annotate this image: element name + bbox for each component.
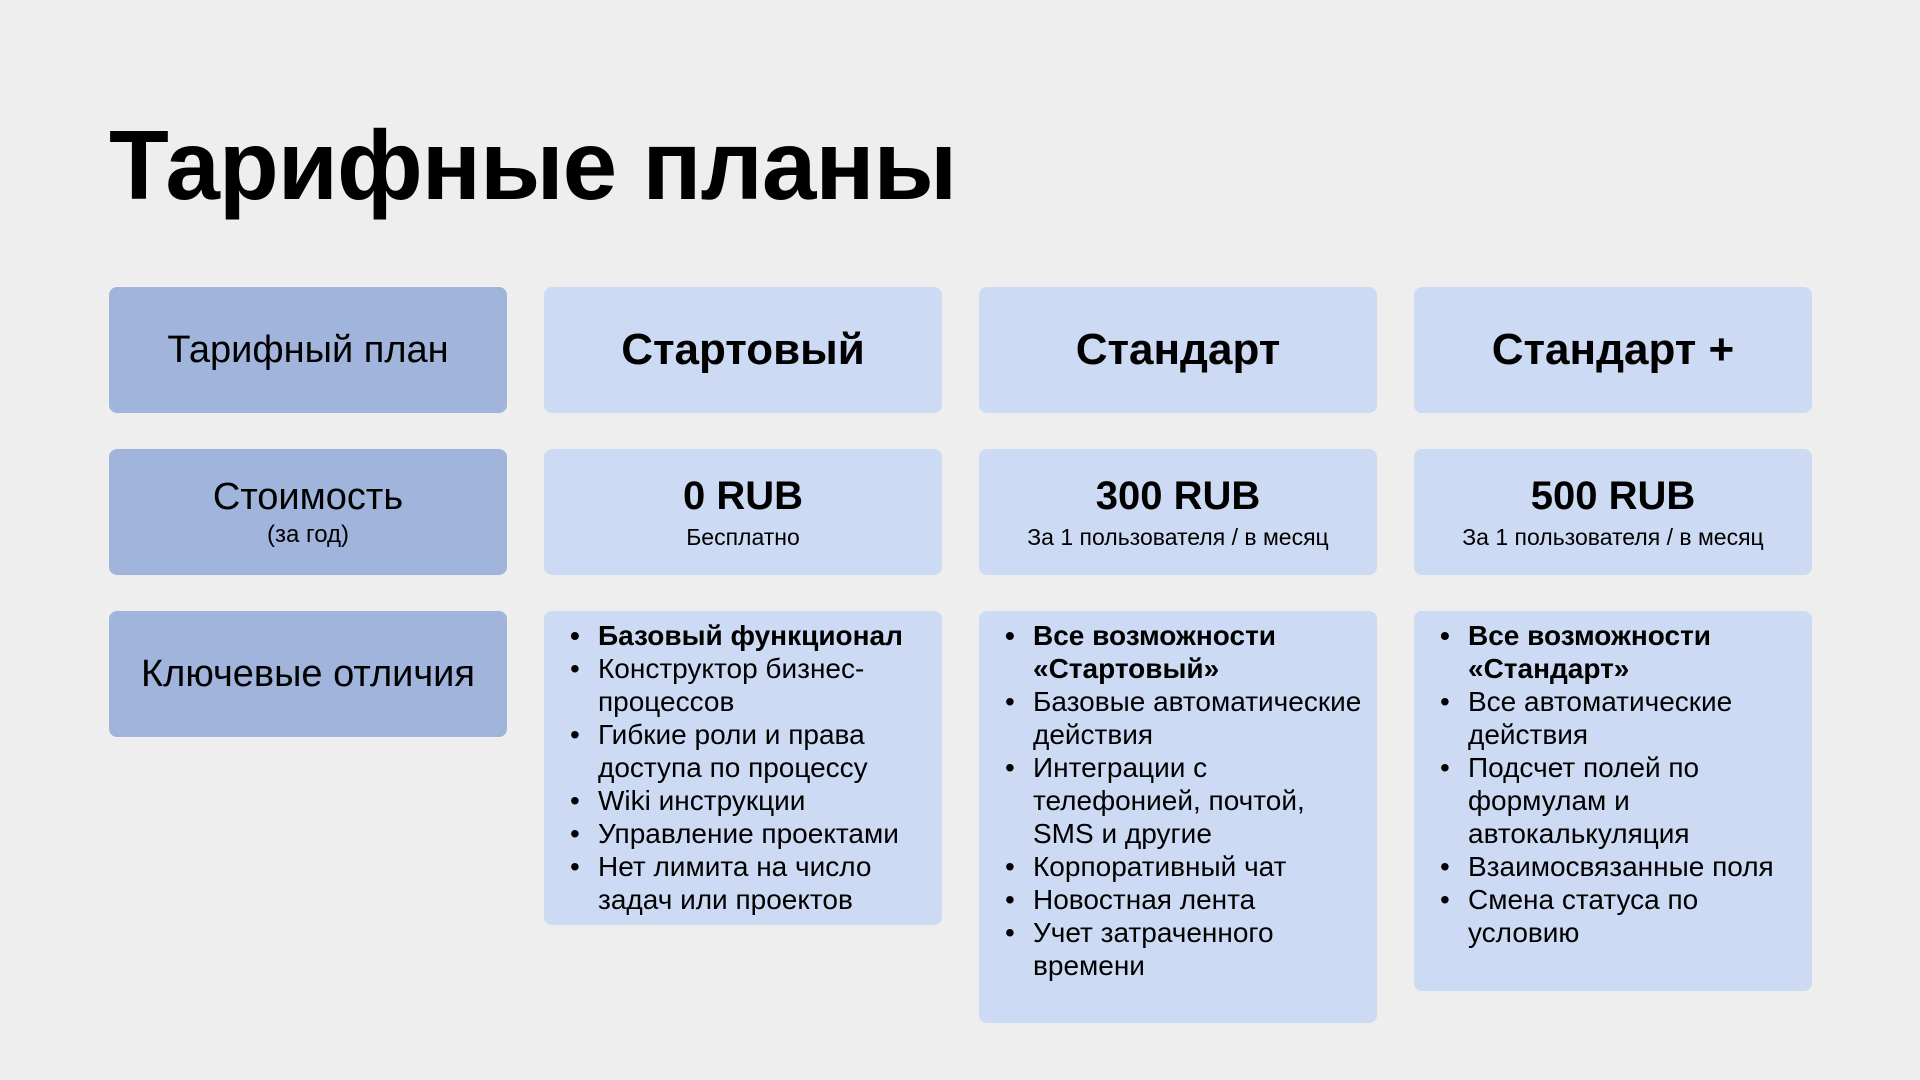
feature-item: • Корпоративный чат (1005, 850, 1369, 883)
price-value: 300 RUB (1095, 473, 1261, 518)
row-label-features-text: Ключевые отличия (141, 652, 475, 695)
page-title: Тарифные планы (109, 110, 957, 220)
price-cell-starter (544, 449, 942, 575)
feature-item: • Учет затраченного времени (1005, 916, 1369, 982)
feature-item: • Конструктор бизнес-процессов (570, 652, 934, 718)
plan-name: Стартовый (621, 325, 865, 374)
feature-item: • Гибкие роли и права доступа по процессу (570, 718, 934, 784)
price-cell-standard-plus (1414, 449, 1812, 575)
feature-item: • Смена статуса по условию (1440, 883, 1804, 949)
feature-item: • Интеграции с телефонией, почтой, SMS и другие (1005, 751, 1369, 850)
features-cell-starter (544, 611, 942, 925)
price-value: 500 RUB (1530, 473, 1696, 518)
features-list (570, 619, 934, 916)
features-cell-standard-plus (1414, 611, 1812, 991)
row-label-plan (109, 287, 507, 413)
feature-item: • Wiki инструкции (570, 784, 934, 817)
feature-item: • Базовый функционал (570, 619, 934, 652)
plan-header-standard-plus (1414, 287, 1812, 413)
price-note: За 1 пользователя / в месяц (1462, 523, 1764, 550)
feature-item: • Подсчет полей по формулам и автокалькуляция (1440, 751, 1804, 850)
feature-item: • Управление проектами (570, 817, 934, 850)
price-value: 0 RUB (682, 473, 804, 518)
row-label-plan-text: Тарифный план (167, 328, 449, 371)
feature-item: • Все возможности «Стартовый» (1005, 619, 1369, 685)
price-note: За 1 пользователя / в месяц (1027, 523, 1329, 550)
plan-name: Стандарт + (1491, 325, 1735, 374)
plan-header-starter (544, 287, 942, 413)
features-list (1005, 619, 1369, 982)
plan-name: Стандарт (1075, 325, 1281, 374)
row-label-cost-text: Стоимость (212, 475, 404, 518)
plan-header-standard (979, 287, 1377, 413)
row-label-features (109, 611, 507, 737)
feature-item: • Нет лимита на число задач или проектов (570, 850, 934, 916)
feature-item: • Все автоматические действия (1440, 685, 1804, 751)
feature-item: • Все возможности «Стандарт» (1440, 619, 1804, 685)
features-cell-standard (979, 611, 1377, 1023)
row-label-cost (109, 449, 507, 575)
price-note: Бесплатно (686, 523, 800, 550)
features-list (1440, 619, 1804, 949)
feature-item: • Взаимосвязанные поля (1440, 850, 1804, 883)
price-cell-standard (979, 449, 1377, 575)
row-label-cost-sub: (за год) (266, 520, 350, 548)
feature-item: • Новостная лента (1005, 883, 1369, 916)
feature-item: • Базовые автоматические действия (1005, 685, 1369, 751)
